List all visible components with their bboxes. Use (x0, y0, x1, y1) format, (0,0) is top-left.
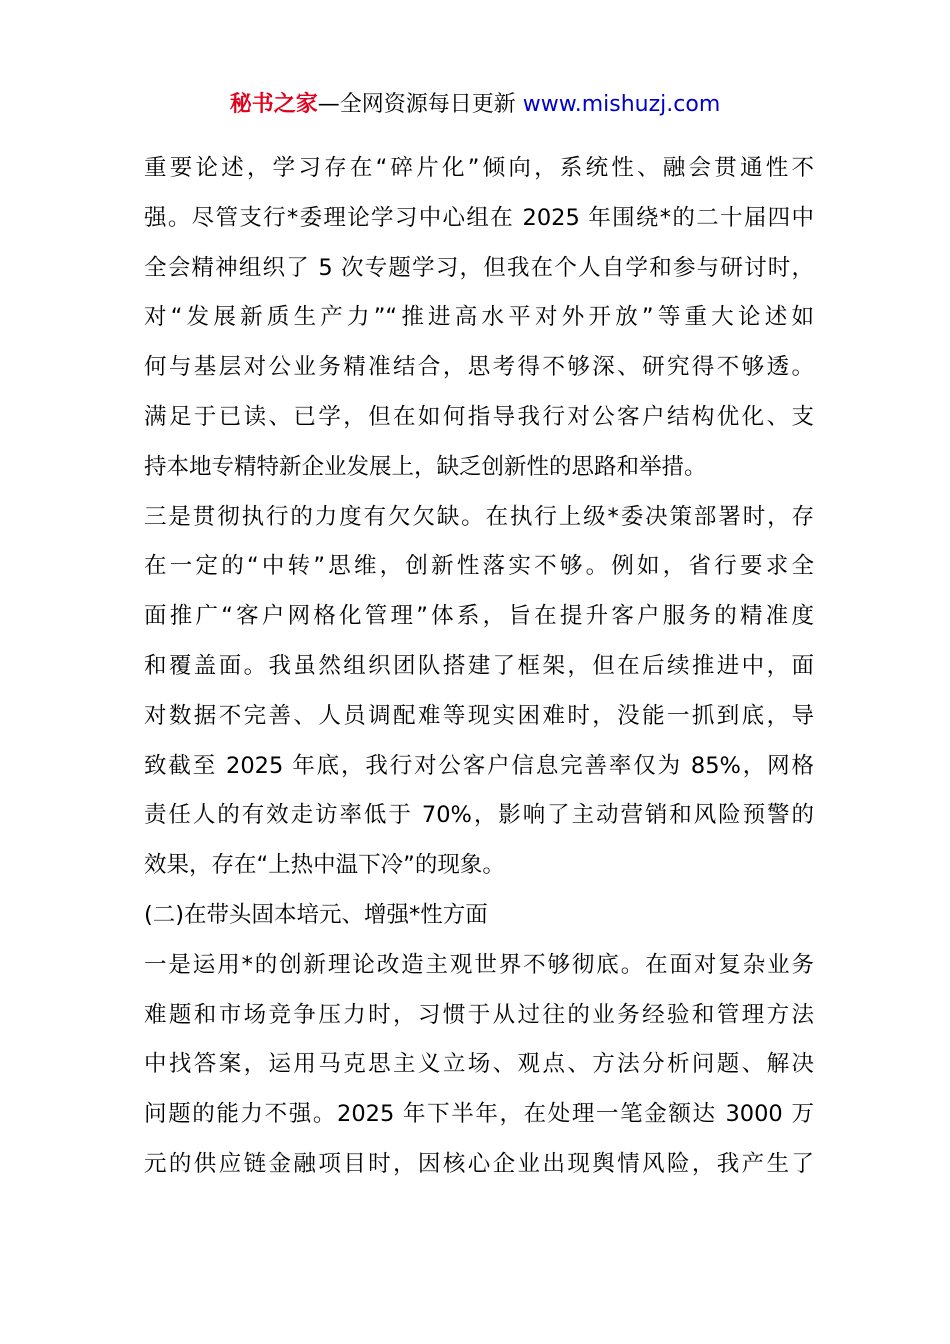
text-line: 三是贯彻执行的力度有欠欠缺。在执行上级*委决策部署时，存 (144, 503, 814, 530)
header-tagline: —全网资源每日更新 (317, 92, 523, 117)
text-line: 对数据不完善、人员调配难等现实困难时，没能一抓到底，导 (144, 702, 814, 729)
text-line: 全会精神组织了 5 次专题学习，但我在个人自学和参与研讨时， (144, 254, 814, 281)
section-heading: (二)在带头固本培元、增强*性方面 (144, 901, 488, 928)
text-line: 问题的能力不强。2025 年下半年，在处理一笔金额达 3000 万 (144, 1101, 814, 1128)
text-line: 在一定的“中转”思维，创新性落实不够。例如，省行要求全 (144, 553, 814, 580)
site-url-link[interactable]: www.mishuzj.com (522, 92, 721, 117)
text-line: 中找答案，运用马克思主义立场、观点、方法分析问题、解决 (144, 1051, 814, 1078)
text-line: 元的供应链金融项目时，因核心企业出现舆情风险，我产生了 (144, 1150, 814, 1177)
brand-name: 秘书之家 (229, 92, 318, 117)
text-line: 效果，存在“上热中温下冷”的现象。 (144, 852, 505, 879)
text-line: 何与基层对公业务精准结合，思考得不够深、研究得不够透。 (144, 354, 814, 381)
text-line: 持本地专精特新企业发展上，缺乏创新性的思路和举措。 (144, 453, 707, 480)
text-line: 对“发展新质生产力”“推进高水平对外开放”等重大论述如 (144, 304, 814, 331)
text-line: 重要论述，学习存在“碎片化”倾向，系统性、融会贯通性不 (144, 155, 814, 181)
text-line: 强。尽管支行*委理论学习中心组在 2025 年围绕*的二十届四中 (144, 204, 814, 231)
text-line: 责任人的有效走访率低于 70%，影响了主动营销和风险预警的 (144, 802, 814, 829)
text-line: 致截至 2025 年底，我行对公客户信息完善率仅为 85%，网格 (144, 752, 814, 779)
text-line: 一是运用*的创新理论改造主观世界不够彻底。在面对复杂业务 (144, 951, 814, 978)
text-line: 面推广“客户网格化管理”体系，旨在提升客户服务的精准度 (144, 603, 814, 630)
site-header (0, 90, 950, 120)
document-body (144, 145, 814, 1191)
text-line: 满足于已读、已学，但在如何指导我行对公客户结构优化、支 (144, 403, 814, 430)
text-line: 难题和市场竞争压力时，习惯于从过往的业务经验和管理方法 (144, 1001, 814, 1028)
text-line: 和覆盖面。我虽然组织团队搭建了框架，但在后续推进中，面 (144, 652, 814, 679)
